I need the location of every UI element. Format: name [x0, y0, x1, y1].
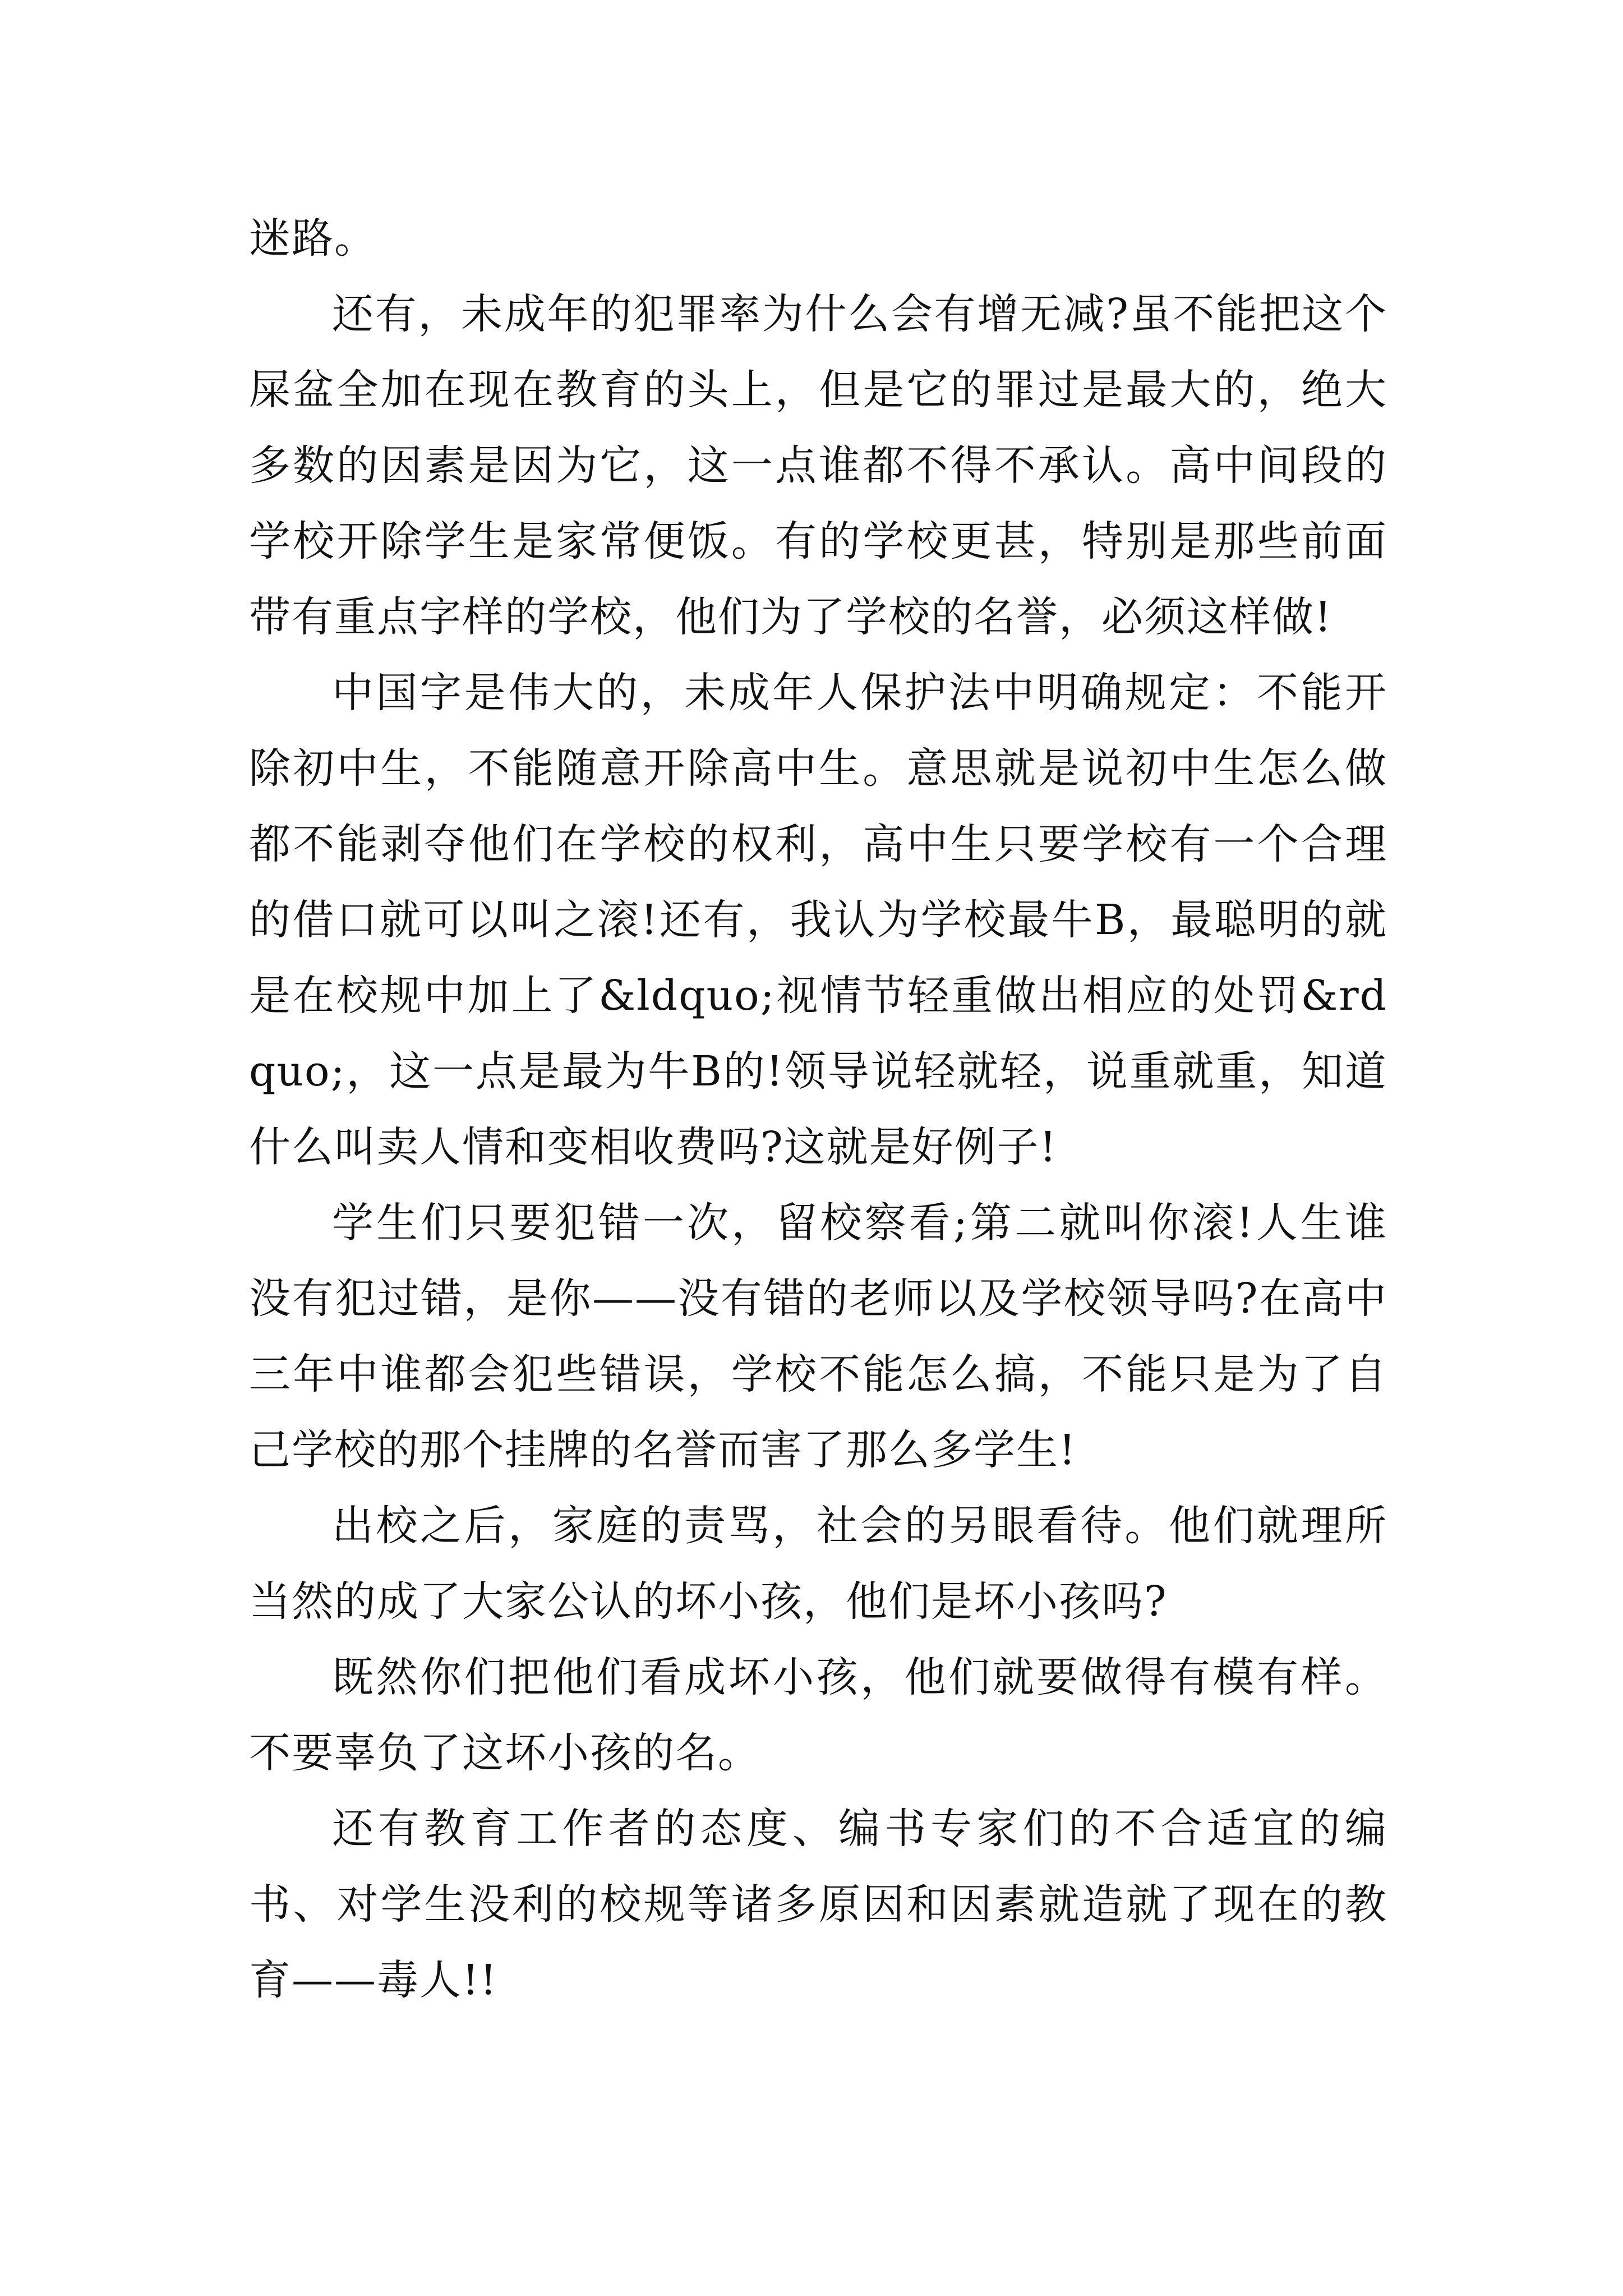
paragraph-2: 还有，未成年的犯罪率为什么会有增无减?虽不能把这个屎盆全加在现在教育的头上，但是它的罪过是最大的，绝大多数的因素是因为它，这一点谁都不得不承认。高中间段的学校开除学生是家常便饭。有的学校更甚，特别是那些前面带有重点字样的学校，他们为了学校的名誉，必须这样做!	[249, 290, 1387, 641]
paragraph-7: 还有教育工作者的态度、编书专家们的不合适宜的编书、对学生没利的校规等诸多原因和因素就造就了现在的教育——毒人!!	[249, 1805, 1387, 2004]
paragraph-3: 中国字是伟大的，未成年人保护法中明确规定：不能开除初中生，不能随意开除高中生。意思就是说初中生怎么做都不能剥夺他们在学校的权利，高中生只要学校有一个合理的借口就可以叫之滚!还有，我认为学校最牛B，最聪明的就是在校规中加上了&ldquo;视情节轻重做出相应的处罚&rdquo;，这一点是最为牛B的!领导说轻就轻，说重就重，知道什么叫卖人情和变相收费吗?这就是好例子!	[249, 669, 1387, 1171]
body-text	[249, 201, 1387, 2018]
paragraph-5: 出校之后，家庭的责骂，社会的另眼看待。他们就理所当然的成了大家公认的坏小孩，他们是坏小孩吗?	[249, 1502, 1387, 1626]
paragraph-4: 学生们只要犯错一次，留校察看;第二就叫你滚!人生谁没有犯过错，是你——没有错的老师以及学校领导吗?在高中三年中谁都会犯些错误，学校不能怎么搞，不能只是为了自己学校的那个挂牌的名誉而害了那么多学生!	[249, 1199, 1387, 1474]
paragraph-6: 既然你们把他们看成坏小孩，他们就要做得有模有样。不要辜负了这坏小孩的名。	[249, 1653, 1387, 1777]
paragraph-1: 迷路。	[249, 214, 377, 263]
